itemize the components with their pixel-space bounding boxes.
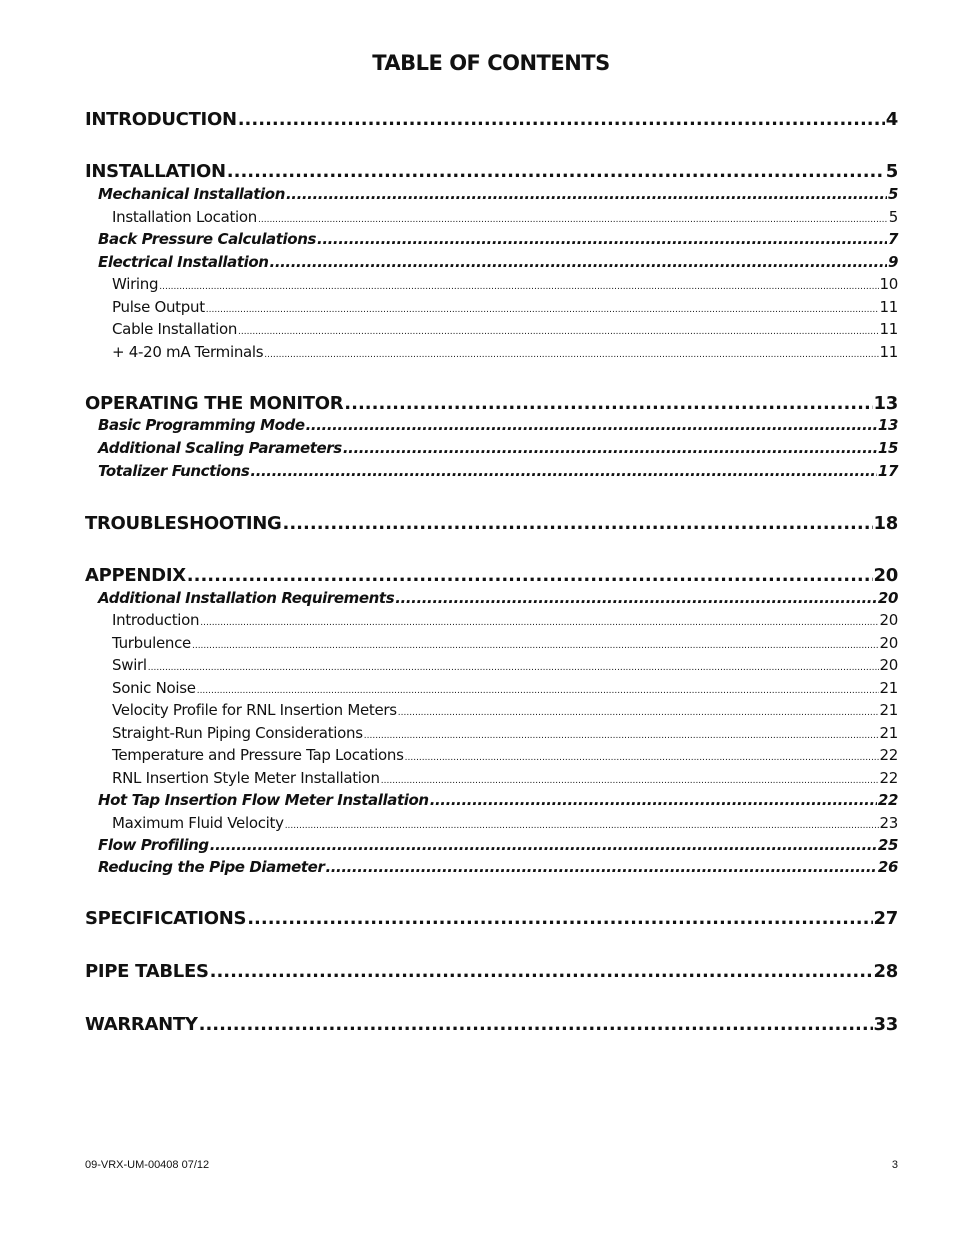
toc-item-title: Swirl (112, 656, 147, 674)
toc-subsection-page-number: 9 (887, 253, 898, 271)
toc-item-page-number: 11 (879, 298, 898, 316)
toc-section-title: INTRODUCTION (85, 109, 237, 130)
toc-section-row[interactable] (85, 1014, 898, 1035)
dot-leader (187, 565, 873, 586)
toc-item-page-number: 20 (879, 634, 898, 652)
dot-leader (430, 791, 877, 809)
toc-subsection-title: Hot Tap Insertion Flow Meter Installation (98, 791, 429, 809)
footer-page-number: 3 (891, 1159, 898, 1171)
toc-section-row[interactable] (85, 161, 898, 182)
toc-subsection-row[interactable] (85, 185, 898, 203)
toc-item-title: Cable Installation (112, 320, 238, 338)
toc-item-title: Straight-Run Piping Considerations (112, 724, 363, 742)
toc-subsection-row[interactable] (85, 589, 898, 607)
toc-item-page-number: 21 (879, 679, 898, 697)
toc-section-title: OPERATING THE MONITOR (85, 393, 344, 414)
toc-subsection-page-number: 25 (877, 836, 898, 854)
toc-section-row[interactable] (85, 513, 898, 534)
dot-leader (405, 753, 879, 763)
toc-section-title: INSTALLATION (85, 161, 226, 182)
dot-leader (247, 908, 872, 929)
dot-leader (197, 686, 879, 696)
toc-subsection-title: Flow Profiling (98, 836, 209, 854)
dot-leader (285, 821, 879, 831)
toc-subsection-page-number: 13 (877, 416, 898, 434)
toc-section-row[interactable] (85, 565, 898, 586)
toc-subsection-title: Mechanical Installation (98, 185, 285, 203)
dot-leader (325, 858, 876, 876)
toc-subsection-page-number: 17 (877, 462, 898, 480)
toc-subsection-row[interactable] (85, 230, 898, 248)
dot-leader (270, 253, 887, 271)
toc-item-row[interactable] (85, 769, 898, 787)
dot-leader (395, 589, 877, 607)
toc-item-page-number: 11 (879, 320, 898, 338)
toc-section-row[interactable] (85, 393, 898, 414)
dot-leader (258, 215, 888, 225)
dot-leader (200, 618, 878, 628)
toc-item-page-number: 10 (879, 275, 898, 293)
toc-item-title: + 4-20 mA Terminals (112, 343, 264, 361)
dot-leader (317, 230, 887, 248)
toc-item-page-number: 20 (879, 656, 898, 674)
dot-leader (306, 416, 877, 434)
toc-subsection-title: Additional Scaling Parameters (98, 439, 342, 457)
toc-section-page-number: 13 (873, 393, 898, 414)
dot-leader (206, 305, 879, 315)
toc-section-title: SPECIFICATIONS (85, 908, 247, 929)
toc-subsection-row[interactable] (85, 836, 898, 854)
dot-leader (199, 1014, 873, 1035)
toc-item-page-number: 21 (879, 724, 898, 742)
toc-section-page-number: 28 (873, 961, 898, 982)
dot-leader (344, 393, 872, 414)
toc-item-title: RNL Insertion Style Meter Installation (112, 769, 380, 787)
toc-item-title: Pulse Output (112, 298, 205, 316)
toc-subsection-page-number: 22 (877, 791, 898, 809)
toc-item-title: Maximum Fluid Velocity (112, 814, 284, 832)
dot-leader (238, 109, 885, 130)
toc-subsection-row[interactable] (85, 858, 898, 876)
toc-item-page-number: 11 (879, 343, 898, 361)
toc-item-row[interactable] (85, 298, 898, 316)
toc-item-title: Sonic Noise (112, 679, 196, 697)
toc-subsection-title: Reducing the Pipe Diameter (98, 858, 325, 876)
toc-item-page-number: 22 (879, 769, 898, 787)
toc-item-row[interactable] (85, 275, 898, 293)
toc-section-title: WARRANTY (85, 1014, 198, 1035)
toc-item-title: Temperature and Pressure Tap Locations (112, 746, 404, 764)
dot-leader (192, 641, 879, 651)
toc-item-row[interactable] (85, 724, 898, 742)
toc-subsection-row[interactable] (85, 462, 898, 480)
dot-leader (398, 708, 879, 718)
toc-subsection-page-number: 20 (877, 589, 898, 607)
toc-item-page-number: 5 (888, 208, 898, 226)
dot-leader (238, 327, 878, 337)
dot-leader (364, 731, 879, 741)
toc-item-row[interactable] (85, 320, 898, 338)
toc-section-row[interactable] (85, 908, 898, 929)
toc-section-page-number: 18 (873, 513, 898, 534)
toc-item-row[interactable] (85, 814, 898, 832)
dot-leader (159, 282, 878, 292)
dot-leader (286, 185, 887, 203)
toc-subsection-row[interactable] (85, 416, 898, 434)
toc-subsection-page-number: 15 (877, 439, 898, 457)
toc-item-title: Installation Location (112, 208, 257, 226)
toc-subsection-title: Additional Installation Requirements (98, 589, 395, 607)
toc-item-page-number: 22 (879, 746, 898, 764)
toc-subsection-title: Totalizer Functions (98, 462, 250, 480)
toc-section-page-number: 20 (873, 565, 898, 586)
toc-item-title: Velocity Profile for RNL Insertion Meters (112, 701, 397, 719)
toc-item-title: Introduction (112, 611, 200, 629)
toc-subsection-title: Basic Programming Mode (98, 416, 305, 434)
toc-item-title: Turbulence (112, 634, 191, 652)
dot-leader (210, 961, 873, 982)
toc-subsection-page-number: 26 (877, 858, 898, 876)
dot-leader (283, 513, 873, 534)
toc-item-title: Wiring (112, 275, 159, 293)
toc-item-row[interactable] (85, 343, 898, 361)
toc-section-page-number: 27 (873, 908, 898, 929)
toc-section-row[interactable] (85, 961, 898, 982)
toc-item-row[interactable] (85, 679, 898, 697)
toc-section-title: APPENDIX (85, 565, 186, 586)
dot-leader (343, 439, 877, 457)
toc-item-row[interactable] (85, 634, 898, 652)
toc-section-page-number: 5 (885, 161, 898, 182)
dot-leader (264, 350, 878, 360)
toc-subsection-title: Electrical Installation (98, 253, 269, 271)
toc-item-row[interactable] (85, 208, 898, 226)
dot-leader (148, 663, 879, 673)
toc-section-row[interactable] (85, 109, 898, 130)
toc-item-row[interactable] (85, 701, 898, 719)
toc-section-page-number: 4 (885, 109, 898, 130)
toc-item-row[interactable] (85, 656, 898, 674)
toc-subsection-page-number: 5 (887, 185, 898, 203)
toc-item-page-number: 21 (879, 701, 898, 719)
footer-doc-number: 09-VRX-UM-00408 07/12 (85, 1159, 210, 1171)
toc-section-title: PIPE TABLES (85, 961, 209, 982)
toc-subsection-row[interactable] (85, 253, 898, 271)
toc-subsection-row[interactable] (85, 791, 898, 809)
toc-item-page-number: 23 (879, 814, 898, 832)
toc-subsection-title: Back Pressure Calculations (98, 230, 317, 248)
toc-item-page-number: 20 (879, 611, 898, 629)
toc-subsection-row[interactable] (85, 439, 898, 457)
dot-leader (210, 836, 877, 854)
dot-leader (227, 161, 885, 182)
toc-item-row[interactable] (85, 746, 898, 764)
toc-item-row[interactable] (85, 611, 898, 629)
page-title: TABLE OF CONTENTS (372, 51, 610, 75)
toc-section-page-number: 33 (873, 1014, 898, 1035)
toc-section-title: TROUBLESHOOTING (85, 513, 282, 534)
dot-leader (250, 462, 877, 480)
dot-leader (381, 776, 879, 786)
toc-subsection-page-number: 7 (887, 230, 898, 248)
